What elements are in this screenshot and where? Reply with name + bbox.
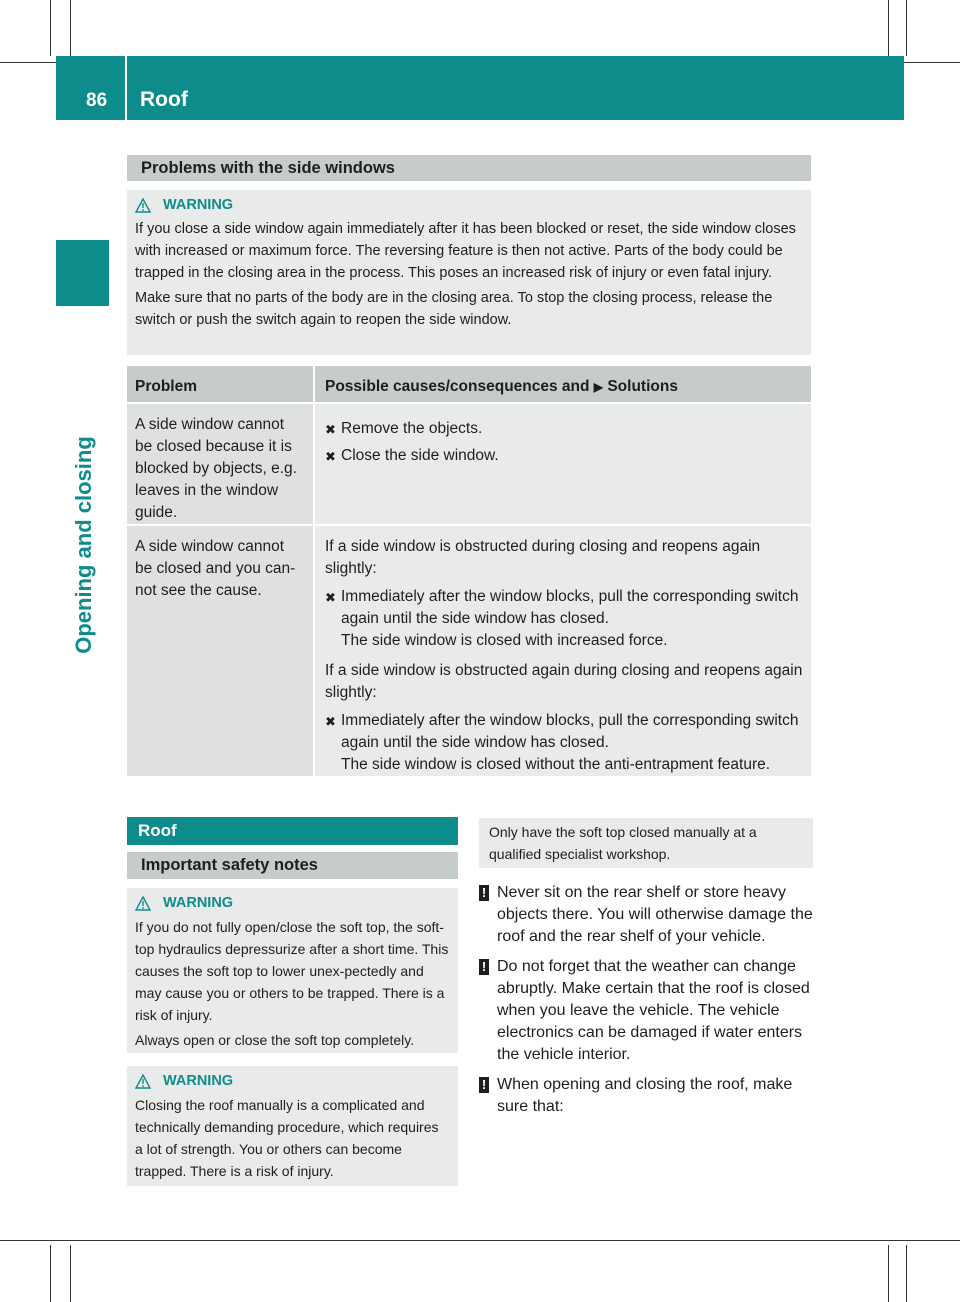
warning-icon xyxy=(135,1074,151,1089)
exclamation-icon: ! xyxy=(479,885,489,901)
exclamation-icon: ! xyxy=(479,1077,489,1093)
crop-mark xyxy=(0,1240,960,1241)
column-header-problem: Problem xyxy=(127,366,313,402)
step-text: Immediately after the window blocks, pull the corresponding switch again until the side window has closed. xyxy=(341,588,799,627)
bullet-arrow-icon: ✖ xyxy=(325,422,336,437)
bullet-arrow-icon: ✖ xyxy=(325,714,336,729)
bullet-arrow-icon: ✖ xyxy=(325,449,336,464)
crop-mark xyxy=(70,1245,71,1302)
list-item xyxy=(325,586,803,652)
problem-cell: A side window cannot be closed and you can-not see the cause. xyxy=(127,526,313,776)
list-item xyxy=(325,418,803,441)
crop-mark xyxy=(70,0,71,56)
warning-label: WARNING xyxy=(163,895,234,911)
solution-cell xyxy=(315,404,811,524)
crop-mark xyxy=(50,1245,51,1302)
step-text: Immediately after the window blocks, pull the corresponding switch again until the side window has closed. xyxy=(341,712,799,751)
step-text: Close the side window. xyxy=(341,447,499,464)
table-row xyxy=(127,526,811,776)
result-text: The side window is closed without the anti-entrapment feature. xyxy=(341,756,771,773)
list-item xyxy=(479,1074,813,1118)
note-text: Never sit on the rear shelf or store heavy objects there. You will otherwise damage the roof and the rear shelf of your vehicle. xyxy=(497,884,813,945)
intro-text: If a side window is obstructed again during closing and reopens again slightly: xyxy=(325,662,803,701)
step-text: Remove the objects. xyxy=(341,420,483,437)
warning-icon xyxy=(135,198,151,213)
page-number: 86 xyxy=(86,90,108,111)
roof-heading: Roof xyxy=(127,817,458,845)
column-header-solutions xyxy=(315,366,811,402)
list-item xyxy=(479,882,813,948)
list-item xyxy=(479,956,813,1066)
problems-title: Problems with the side windows xyxy=(127,155,811,181)
solution-cell xyxy=(315,526,811,776)
problems-warning-box xyxy=(127,190,811,355)
notes-list xyxy=(479,882,813,1126)
column-header-solutions-a: Possible causes/consequences and xyxy=(325,378,590,395)
info-text: Only have the soft top closed manually at a qualified specialist workshop. xyxy=(489,824,757,862)
bullet-arrow-icon: ✖ xyxy=(325,590,336,605)
list-item xyxy=(325,710,803,776)
problem-cell: A side window cannot be closed because it is blocked by objects, e.g. leaves in the window guide. xyxy=(127,404,313,524)
note-text: When opening and closing the roof, make sure that: xyxy=(497,1076,793,1115)
warning-text: If you do not fully open/close the soft top, the soft-top hydraulics depressurize after a short time. This causes the soft top to lower unex-pectedly and may cause you or others to be trapped. There is a risk of injury. xyxy=(135,919,449,1023)
crop-mark xyxy=(906,1245,907,1302)
table-row xyxy=(127,404,811,524)
crop-mark xyxy=(50,0,51,56)
warning-label: WARNING xyxy=(163,1073,234,1089)
safety-notes-heading: Important safety notes xyxy=(127,852,458,879)
crop-mark xyxy=(888,0,889,56)
play-arrow-icon: ▶ xyxy=(593,380,604,394)
warning-label: WARNING xyxy=(163,197,234,213)
warning-icon xyxy=(135,896,151,911)
problem-table xyxy=(127,366,811,776)
result-text: The side window is closed with increased force. xyxy=(341,632,668,649)
table-header-row xyxy=(127,366,811,402)
warning-heading xyxy=(135,194,803,216)
column-header-solutions-b: Solutions xyxy=(607,378,678,395)
warning-text: Make sure that no parts of the body are in the closing area. To stop the closing process, release the switch or push the switch again to reopen the side window. xyxy=(135,290,773,328)
warning-heading xyxy=(135,892,450,914)
crop-mark xyxy=(888,1245,889,1302)
warning-text: Always open or close the soft top completely. xyxy=(135,1032,415,1048)
step-block xyxy=(341,586,803,652)
warning-text: If you close a side window again immediately after it has been blocked or reset, the side window closes with increased or maximum force. The reversing feature is then not active. Parts of the body could be trapped in the closing area in the process. This poses an increased risk of injury or even fatal injury. xyxy=(135,221,796,281)
section-title: Roof xyxy=(140,88,188,111)
crop-mark xyxy=(906,0,907,56)
warning-text: Closing the roof manually is a complicated and technically demanding procedure, which requires a lot of strength. You or others can become trapped. There is a risk of injury. xyxy=(135,1097,439,1179)
info-box xyxy=(479,818,813,868)
list-item xyxy=(325,445,803,468)
warning-heading xyxy=(135,1070,450,1092)
side-tab-label: Opening and closing xyxy=(71,436,96,654)
side-tab-block xyxy=(56,240,109,306)
roof-warning-box xyxy=(127,888,458,1053)
intro-text: If a side window is obstructed during closing and reopens again slightly: xyxy=(325,538,761,577)
note-text: Do not forget that the weather can change abruptly. Make certain that the roof is closed when you leave the vehicle. The vehicle electronics can be damaged if water enters the vehicle interior. xyxy=(497,958,810,1063)
step-block xyxy=(341,710,803,776)
header-divider xyxy=(125,56,127,120)
roof-warning-box xyxy=(127,1066,458,1186)
exclamation-icon: ! xyxy=(479,959,489,975)
